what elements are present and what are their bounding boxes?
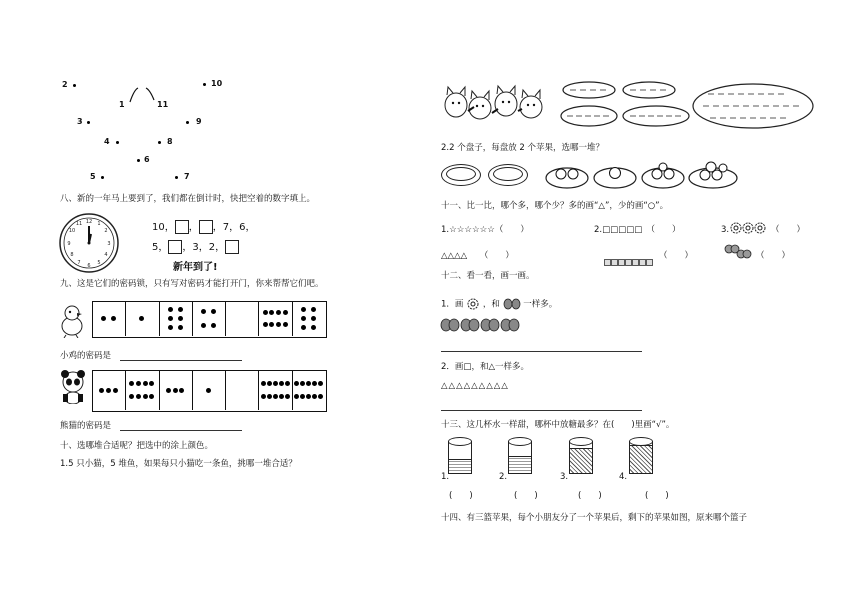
water-fill xyxy=(509,456,531,473)
cup-rim xyxy=(629,437,653,446)
cup-icon xyxy=(508,441,532,474)
dot xyxy=(137,159,140,162)
chick-answer-text: 小鸡的密码是 xyxy=(60,351,112,361)
cell-divider xyxy=(192,370,193,410)
dot-label: 4 xyxy=(104,137,110,146)
code-pip xyxy=(106,388,111,393)
code-pip xyxy=(166,388,171,393)
answer-box[interactable] xyxy=(168,240,182,254)
code-pip xyxy=(312,394,317,399)
code-pip xyxy=(294,394,299,399)
cup-label: 2. xyxy=(499,472,508,482)
q10-line1: 1.5 只小猫，5 堆鱼，如果每只小猫吃一条鱼，挑哪一堆合适？ xyxy=(60,459,297,469)
q11-item3-sub: （ ） xyxy=(756,251,791,261)
code-pip xyxy=(269,310,274,315)
dot-label: 9 xyxy=(196,117,202,126)
cats-illustration xyxy=(442,83,547,121)
code-pip xyxy=(201,309,206,314)
dot xyxy=(87,121,90,124)
panda-icon xyxy=(58,368,88,404)
panda-answer-text: 熊猫的密码是 xyxy=(60,421,112,431)
code-pip xyxy=(318,394,323,399)
svg-text:7: 7 xyxy=(77,260,81,266)
panda-answer-line[interactable] xyxy=(120,430,242,431)
code-pip xyxy=(99,388,104,393)
q14-title: 十四、有三篮苹果，每个小朋友分了一个苹果后，剩下的苹果如图，原来哪个篮子 xyxy=(441,513,748,523)
code-pip xyxy=(283,310,288,315)
cell-divider xyxy=(125,370,126,410)
q8-title: 八、新的一年马上要到了，我们都在倒计时，快把空着的数字填上。 xyxy=(60,194,316,204)
code-pip xyxy=(301,316,306,321)
dot xyxy=(186,121,189,124)
q11-title: 十一、比一比，哪个多，哪个少？多的画“△”，少的画“○”。 xyxy=(441,201,669,211)
chick-code-cells xyxy=(92,301,325,336)
dot xyxy=(175,176,178,179)
butterfly-icon xyxy=(503,297,521,311)
svg-text:12: 12 xyxy=(85,219,93,225)
code-pip xyxy=(206,388,211,393)
answer-paren[interactable]: ( ) xyxy=(578,491,602,501)
svg-text:1: 1 xyxy=(97,221,101,227)
dot-label: 2 xyxy=(62,80,68,89)
code-pip xyxy=(279,394,284,399)
svg-text:8: 8 xyxy=(70,252,74,258)
code-pip xyxy=(129,381,134,386)
plate-rim xyxy=(493,167,523,181)
q11-item1: 1.☆☆☆☆☆☆（ ） xyxy=(441,225,529,235)
svg-text:6: 6 xyxy=(87,263,91,269)
q12-draw-line[interactable] xyxy=(441,351,642,352)
flowers-icon xyxy=(730,221,766,235)
dot-label: 10 xyxy=(211,79,223,88)
svg-text:3: 3 xyxy=(107,241,111,247)
code-pip xyxy=(294,381,299,386)
countdown-row-1 xyxy=(152,218,255,234)
plate-rim xyxy=(446,167,476,181)
squares-icon xyxy=(604,259,656,267)
q12-item1-text: 一样多。 xyxy=(523,299,558,310)
fish-piles xyxy=(560,80,815,132)
code-pip xyxy=(261,394,266,399)
code-pip xyxy=(111,316,116,321)
clock-icon xyxy=(58,212,120,274)
svg-text:4: 4 xyxy=(104,252,108,258)
chick-answer-line[interactable] xyxy=(120,360,242,361)
cell-divider xyxy=(292,370,293,410)
cup-icon xyxy=(629,441,653,474)
apple-piles xyxy=(545,160,740,190)
dot xyxy=(73,84,76,87)
code-pip xyxy=(178,316,183,321)
butterflies-row xyxy=(440,316,520,334)
code-pip xyxy=(101,316,106,321)
water-fill xyxy=(570,448,592,473)
q11-item3-paren: （ ） xyxy=(771,225,806,235)
code-pip xyxy=(201,323,206,328)
countdown-text: 5， xyxy=(152,242,169,253)
cell-divider xyxy=(258,301,259,336)
code-pip xyxy=(211,323,216,328)
svg-text:5: 5 xyxy=(97,260,101,266)
cell-divider xyxy=(192,301,193,336)
cup-rim xyxy=(569,437,593,446)
code-pip xyxy=(311,325,316,330)
answer-paren[interactable]: ( ) xyxy=(514,491,538,501)
q13-title: 十三、这几杯水一样甜，哪杯中放糖最多？在( )里画“√”。 xyxy=(441,420,675,430)
q9-title: 九、这是它们的密码锁，只有写对密码才能打开门，你来帮帮它们吧。 xyxy=(60,279,324,289)
code-pip xyxy=(311,316,316,321)
cell-divider xyxy=(159,301,160,336)
q12-item1-text: 1．画 xyxy=(441,299,464,310)
code-pip xyxy=(276,310,281,315)
code-pip xyxy=(311,307,316,312)
q11-item2-sub: （ ） xyxy=(659,251,694,261)
cup-label: 3. xyxy=(560,472,569,482)
cup-label: 1. xyxy=(441,472,450,482)
q12-title: 十二、看一看，画一画。 xyxy=(441,271,535,281)
small-squares-row xyxy=(604,252,656,271)
code-pip xyxy=(285,381,290,386)
cell-divider xyxy=(258,370,259,410)
code-pip xyxy=(113,388,118,393)
code-pip xyxy=(211,309,216,314)
code-pip xyxy=(178,325,183,330)
code-pip xyxy=(263,322,268,327)
answer-box[interactable] xyxy=(199,220,213,234)
countdown-text: ，3，2， xyxy=(182,242,226,253)
dot-label: 7 xyxy=(184,172,190,181)
chick-icon xyxy=(58,302,86,338)
dot-label: 6 xyxy=(144,155,150,164)
code-pip xyxy=(143,381,148,386)
code-pip xyxy=(269,322,274,327)
cup-icon xyxy=(569,441,593,474)
code-pip xyxy=(318,381,323,386)
cell-divider xyxy=(225,370,226,410)
code-pip xyxy=(168,316,173,321)
answer-box[interactable] xyxy=(175,220,189,234)
dot xyxy=(158,141,161,144)
q12-item1-text: ，和 xyxy=(482,299,500,310)
dot-label: 3 xyxy=(77,117,83,126)
code-pip xyxy=(129,394,134,399)
butterflies-icon xyxy=(723,244,753,260)
code-pip xyxy=(301,307,306,312)
code-pip xyxy=(306,394,311,399)
code-pip xyxy=(168,307,173,312)
code-pip xyxy=(149,394,154,399)
dot xyxy=(101,176,104,179)
code-pip xyxy=(283,322,288,327)
code-pip xyxy=(261,381,266,386)
dot-label: 1 xyxy=(119,100,125,109)
code-pip xyxy=(168,325,173,330)
code-pip xyxy=(276,322,281,327)
cup-icon xyxy=(448,441,472,474)
water-fill xyxy=(630,445,652,473)
svg-text:10: 10 xyxy=(68,228,76,234)
q12-item1 xyxy=(441,297,557,311)
q11-item3: 3. xyxy=(721,225,730,235)
cup-rim xyxy=(508,437,532,446)
code-pip xyxy=(173,388,178,393)
code-pip xyxy=(267,381,272,386)
q11-item1-sub: △△△△ （ ） xyxy=(441,251,514,261)
countdown-text: ， xyxy=(188,222,199,233)
q10-title: 十、选哪堆合适呢？把选中的涂上颜色。 xyxy=(60,441,214,451)
code-pip xyxy=(139,316,144,321)
code-pip xyxy=(285,394,290,399)
cell-divider xyxy=(159,370,160,410)
code-pip xyxy=(179,388,184,393)
q11-item2: 2.□□□□□ （ ） xyxy=(594,225,681,235)
chick-answer-label xyxy=(60,351,111,362)
svg-text:11: 11 xyxy=(75,221,83,227)
cell-divider xyxy=(225,301,226,336)
q12-draw-line-2[interactable] xyxy=(441,410,642,411)
dot-label: 11 xyxy=(157,100,169,109)
svg-text:2: 2 xyxy=(104,228,108,234)
code-pip xyxy=(273,381,278,386)
new-year-caption: 新年到了! xyxy=(173,262,218,273)
code-pip xyxy=(136,394,141,399)
code-pip xyxy=(300,394,305,399)
panda-answer-label xyxy=(60,421,111,432)
code-pip xyxy=(306,381,311,386)
code-pip xyxy=(301,325,306,330)
answer-box[interactable] xyxy=(225,240,239,254)
code-pip xyxy=(136,381,141,386)
code-pip xyxy=(279,381,284,386)
code-pip xyxy=(267,394,272,399)
code-pip xyxy=(312,381,317,386)
dot xyxy=(203,83,206,86)
code-pip xyxy=(273,394,278,399)
answer-paren[interactable]: ( ) xyxy=(645,491,669,501)
cell-divider xyxy=(125,301,126,336)
code-pip xyxy=(143,394,148,399)
q12-triangles: △△△△△△△△△ xyxy=(441,381,509,391)
q12-item2: 2．画□，和△一样多。 xyxy=(441,362,529,372)
dot-label: 8 xyxy=(167,137,173,146)
cup-label: 4. xyxy=(619,472,628,482)
water-fill xyxy=(449,459,471,473)
panda-code-cells xyxy=(92,370,325,410)
countdown-row-2 xyxy=(152,238,239,254)
code-pip xyxy=(149,381,154,386)
code-pip xyxy=(263,310,268,315)
dot xyxy=(116,141,119,144)
flower-icon xyxy=(466,298,480,310)
code-pip xyxy=(178,307,183,312)
svg-text:9: 9 xyxy=(67,241,71,247)
answer-paren[interactable]: ( ) xyxy=(449,491,473,501)
countdown-text: ，7，6， xyxy=(212,222,256,233)
code-pip xyxy=(300,381,305,386)
cell-divider xyxy=(292,301,293,336)
q10-2-line: 2.2 个盘子，每盘放 2 个苹果，选哪一堆？ xyxy=(441,143,605,153)
curve-stroke xyxy=(124,86,158,106)
dot-label: 5 xyxy=(90,172,96,181)
cup-rim xyxy=(448,437,472,446)
countdown-text: 10， xyxy=(152,222,175,233)
